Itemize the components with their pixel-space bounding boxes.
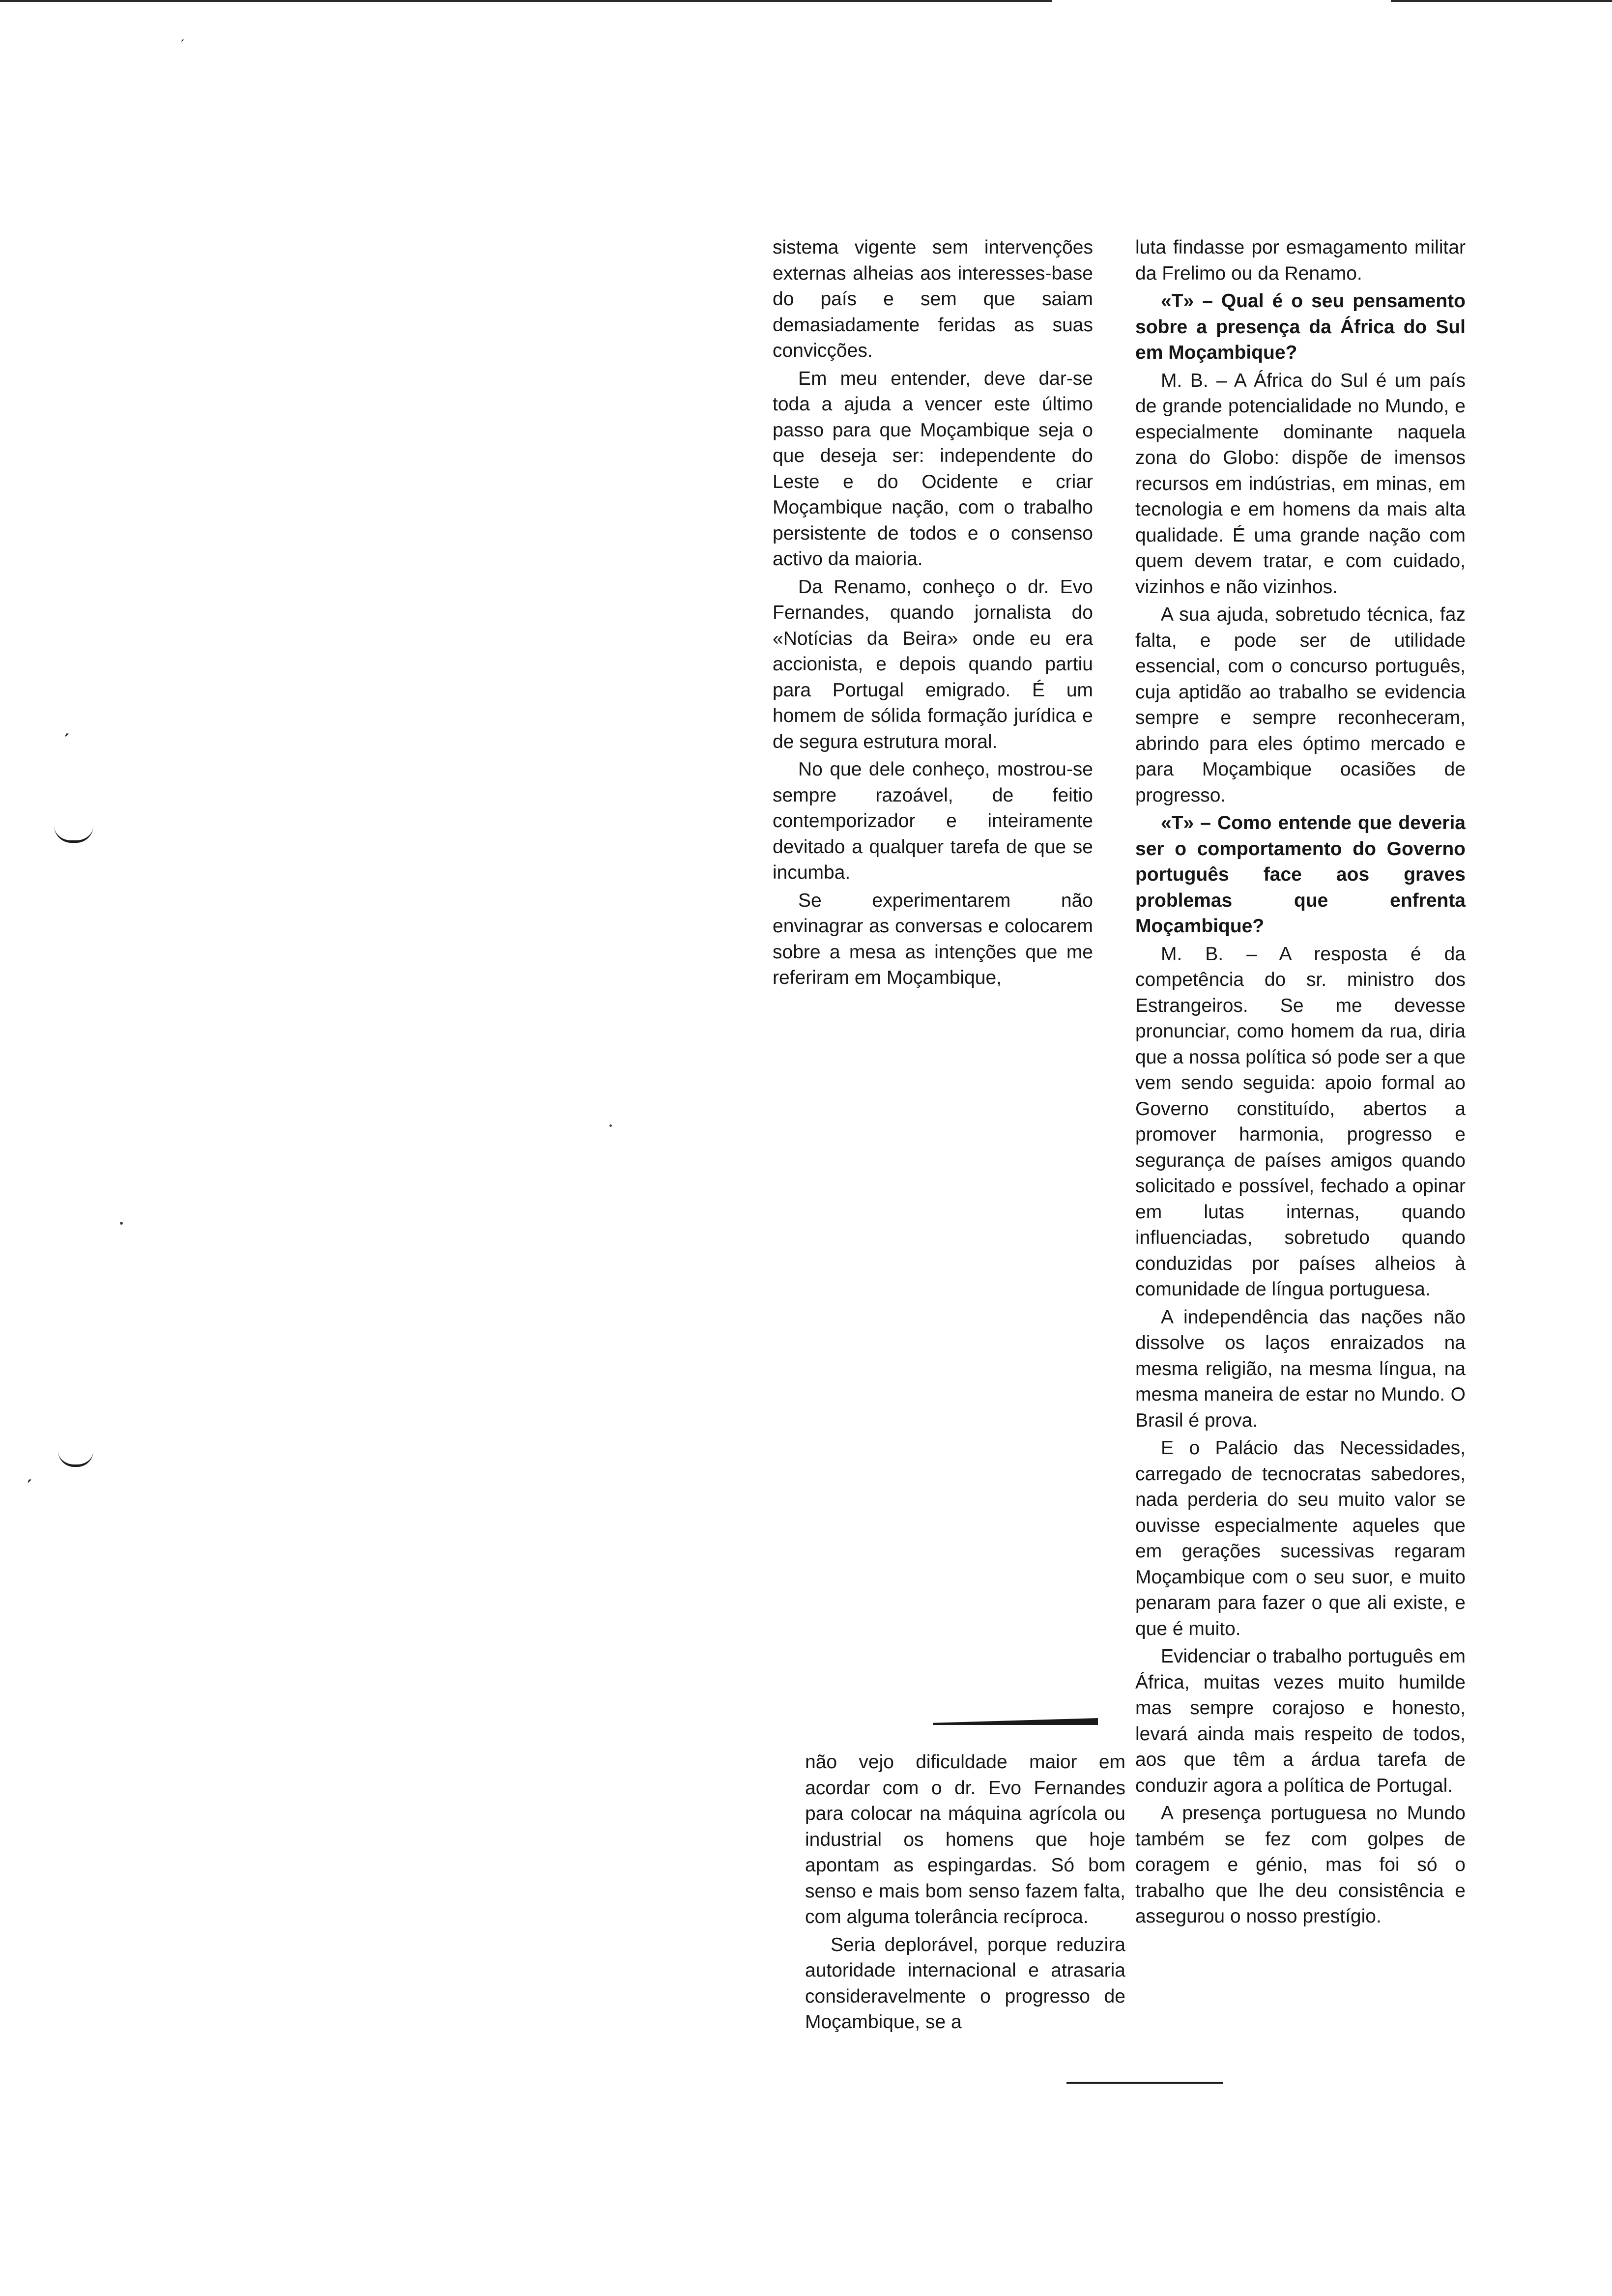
interview-question: «T» – Como entende que deveria ser o comportamento do Governo português face aos graves problemas que enfrenta Moçambique? — [1135, 812, 1466, 937]
article-paragraph: luta findasse por esmagamento militar da Frelimo ou da Renamo. — [1135, 237, 1466, 284]
article-end-rule — [1066, 2082, 1223, 2084]
margin-curve-mark — [58, 1451, 93, 1467]
interview-question: «T» – Qual é o seu pensamento sobre a presença da África do Sul em Moçambique? — [1135, 290, 1466, 363]
article-column-left-bottom — [805, 1750, 1125, 2036]
scan-dot — [120, 1222, 123, 1225]
article-paragraph: E o Palácio das Necessidades, carregado de tecnocratas sabedores, nada perderia do seu muito valor se ouvisse especialmente aqueles que em gerações sucessivas regaram Moçambique com o seu suor, e muito penaram para fazer o que ali existe, e que é muito. — [1135, 1437, 1466, 1639]
column-separator-rule — [933, 1718, 1098, 1725]
scan-edge-line-top-right — [1391, 0, 1612, 2]
article-paragraph: Evidenciar o trabalho português em África, muitas vezes muito humilde mas sempre corajoso e honesto, levará ainda mais respeito de todos, aos que têm a árdua tarefa de conduzir agora a política de Portugal. — [1135, 1646, 1466, 1796]
article-column-left-top — [773, 235, 1093, 991]
article-paragraph: A independência das nações não dissolve os laços enraizados na mesma religião, na mesma língua, na mesma maneira de estar no Mundo. O Brasil é prova. — [1135, 1306, 1466, 1431]
article-column-right — [1135, 235, 1466, 1930]
article-paragraph: Da Renamo, conheço o dr. Evo Fernandes, quando jornalista do «Notícias da Beira» onde eu era accionista, e depois quando partiu para Portugal emigrado. É um homem de sólida formação jurídica e de segura estrutura moral. — [773, 576, 1093, 752]
article-paragraph: Em meu entender, deve dar-se toda a ajuda a vencer este último passo para que Moçambique seja o que deseja ser: independente do Leste e do Ocidente e criar Moçambique nação, com o trabalho persistente de todos e o consenso activo da maioria. — [773, 368, 1093, 570]
article-paragraph: M. B. – A África do Sul é um país de grande potencialidade no Mundo, e especialmente dominante naquela zona do Globo: dispõe de imensos recursos em indústrias, em minas, em tecnologia e em homens da mais alta qualidade. É uma grande nação com quem devem tratar, e com cuidado, vizinhos e não vizinhos. — [1135, 370, 1466, 598]
article-paragraph: Se experimentarem não envinagrar as conversas e colocarem sobre a mesa as intenções que me referiram em Moçambique, — [773, 890, 1093, 988]
article-paragraph: M. B. – A resposta é da competência do sr. ministro dos Estrangeiros. Se me devesse pronunciar, como homem da rua, diria que a nossa política só pode ser a que vem sendo seguida: apoio formal ao Governo constituído, abertos a promover harmonia, progresso e segurança de países amigos quando solicitado e possível, fechado a opinar em lutas internas, quando influenciadas, sobretudo quando conduzidas por países alheios à comunidade de língua portuguesa. — [1135, 943, 1466, 1300]
scan-edge-line-top — [0, 0, 1052, 2]
article-paragraph: não vejo dificuldade maior em acordar com o dr. Evo Fernandes para colocar na máquina agrícola ou industrial os homens que hoje apontam as espingardas. Só bom senso e mais bom senso fazem falta, com alguma tolerância recíproca. — [805, 1751, 1125, 1927]
scan-speck: ˊ — [63, 730, 70, 754]
margin-curve-mark — [54, 826, 93, 843]
scan-dot — [609, 1124, 612, 1127]
scan-speck: ˊ — [180, 37, 185, 54]
article-paragraph: Seria deplorável, porque reduzira autoridade internacional e atrasaria consideravelmente o progresso de Moçambique, se a — [805, 1934, 1125, 2033]
article-paragraph: A presença portuguesa no Mundo também se fez com golpes de coragem e génio, mas foi só o trabalho que lhe deu consistência e assegurou o nosso prestígio. — [1135, 1803, 1466, 1927]
article-paragraph: A sua ajuda, sobretudo técnica, faz falta, e pode ser de utilidade essencial, com o concurso português, cuja aptidão ao trabalho se evidencia sempre e sempre reconheceram, abrindo para eles óptimo mercado e para Moçambique ocasiões de progresso. — [1135, 604, 1466, 806]
article-paragraph: sistema vigente sem intervenções externas alheias aos interesses-base do país e sem que saiam demasiadamente feridas as suas convicções. — [773, 237, 1093, 361]
scan-speck: ˊ — [26, 1476, 33, 1500]
article-paragraph: No que dele conheço, mostrou-se sempre razoável, de feitio contemporizador e inteiramente devitado a qualquer tarefa de que se incumba. — [773, 759, 1093, 883]
